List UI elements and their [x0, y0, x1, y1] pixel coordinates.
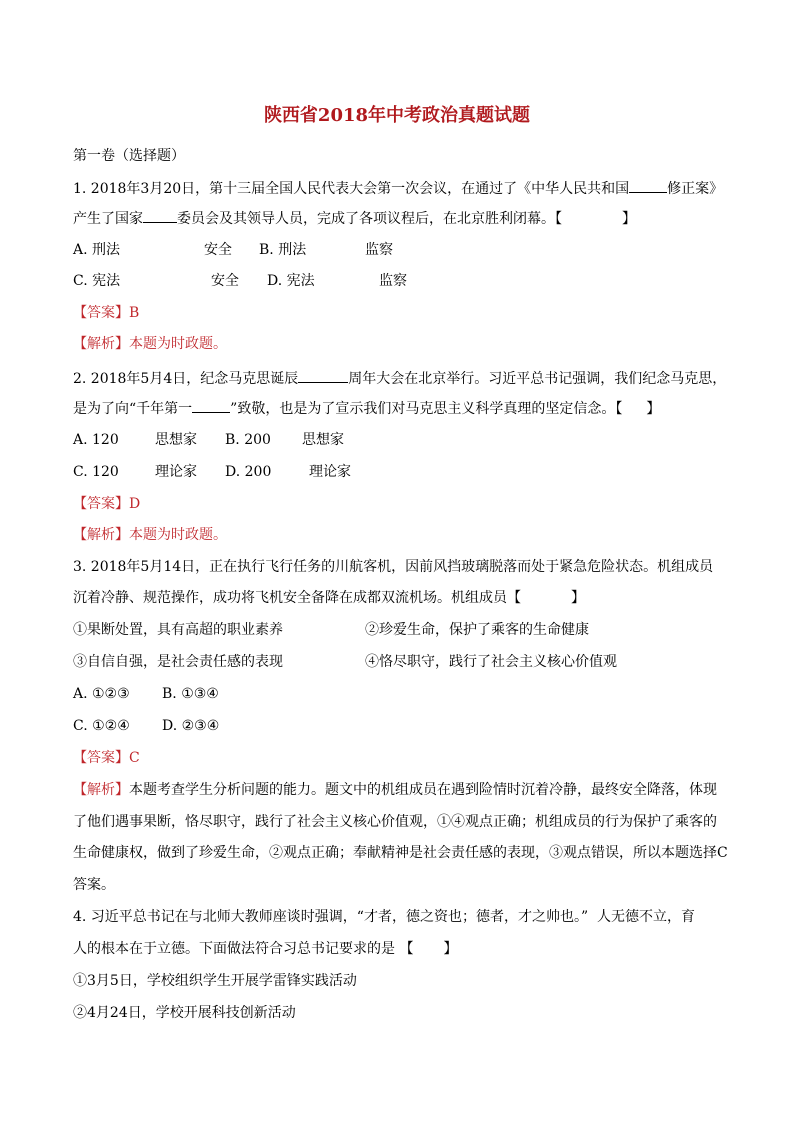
- q1-option-d-label: D. 宪法: [267, 273, 315, 289]
- q4-bracket-close: 】: [443, 941, 458, 957]
- answer-value: B: [129, 305, 140, 321]
- q3-statement-4: ④恪尽职守，践行了社会主义核心价值观: [365, 654, 617, 670]
- question-1-line-1: [73, 178, 723, 199]
- q2-bracket-close: 】: [646, 401, 661, 417]
- answer-value: D: [129, 496, 141, 512]
- q2-option-a-value: 思想家: [155, 432, 197, 448]
- q3-text-a: 沉着冷静、规范操作，成功将飞机安全备降在成都双流机场。机组成员【: [73, 590, 521, 606]
- q4-statement-1: ①3月5日，学校组织学生开展学雷锋实践活动: [73, 973, 357, 989]
- q2-option-d-label: D. 200: [225, 464, 272, 480]
- q3-option-c: C. ①②④: [73, 718, 130, 734]
- q1-option-a-value: 安全: [204, 242, 232, 258]
- section-heading: 第一卷（选择题）: [73, 148, 185, 164]
- q3-analysis-line-4: 答案。: [73, 877, 115, 893]
- question-2-line-1: [73, 368, 726, 389]
- q2-option-b-label: B. 200: [225, 432, 271, 448]
- q1-option-b-label: B. 刑法: [259, 242, 307, 258]
- q1-option-b-value: 监察: [365, 242, 393, 258]
- q3-bracket-close: 】: [571, 590, 585, 606]
- answer-tag: 【答案】: [73, 496, 129, 512]
- q2-text-b: 周年大会在北京举行。习近平总书记强调，我们纪念马克思，: [348, 371, 727, 387]
- question-4-line-2: [73, 939, 457, 959]
- analysis-text: 本题为时政题。: [129, 336, 227, 352]
- q2-analysis: [73, 525, 227, 545]
- question-3-line-1: 3. 2018年5月14日，正在执行飞行任务的川航客机，因前风挡玻璃脱落而处于紧急危险状态。机组成员: [73, 559, 714, 575]
- analysis-tag: 【解析】: [73, 336, 129, 352]
- q4-statement-2: ②4月24日，学校开展科技创新活动: [73, 1005, 296, 1021]
- q2-text-d: ”致敬，也是为了宣示我们对马克思主义科学真理的坚定信念。【: [230, 401, 623, 417]
- analysis-tag: 【解析】: [73, 527, 129, 543]
- q1-option-c-label: C. 宪法: [73, 273, 121, 289]
- q1-analysis: [73, 334, 227, 354]
- q4-text-a: 人的根本在于立德。下面做法符合习总书记要求的是 【: [73, 941, 414, 957]
- q2-option-c-label: C. 120: [73, 464, 119, 480]
- q3-statement-1: ①果断处置，具有高超的职业素养: [73, 622, 283, 638]
- q1-answer: [73, 303, 139, 323]
- question-4-line-1: 4. 习近平总书记在与北师大教师座谈时强调，“才者，德之资也；德者，才之帅也。” 人无德不立，育: [73, 909, 696, 925]
- q3-analysis-line-3: 生命健康权，做到了珍爱生命，②观点正确；奉献精神是社会责任感的表现，③观点错误，所以本题选择C: [73, 845, 728, 861]
- answer-tag: 【答案】: [73, 750, 129, 766]
- q3-analysis-line-2: 了他们遇事果断，恪尽职守，践行了社会主义核心价值观，①④观点正确；机组成员的行为保护了乘客的: [73, 814, 717, 830]
- question-1-line-2: [73, 208, 636, 229]
- analysis-text: 本题考查学生分析问题的能力。题文中的机组成员在遇到险情时沉着冷静，最终安全降落，体现: [129, 782, 717, 798]
- question-3-line-2: [73, 588, 585, 608]
- q1-text-d: 委员会及其领导人员，完成了各项议程后，在北京胜利闭幕。【: [177, 211, 562, 227]
- q1-blank-2: [143, 208, 177, 223]
- analysis-tag: 【解析】: [73, 782, 129, 798]
- q1-text-c: 产生了国家: [73, 211, 143, 227]
- q1-text-a: 1. 2018年3月20日，第十三届全国人民代表大会第一次会议，在通过了《中华人民共和国: [73, 181, 630, 197]
- q3-analysis-line-1: [73, 780, 717, 800]
- q2-text-a: 2. 2018年5月4日，纪念马克思诞辰: [73, 371, 299, 387]
- q1-text-b: 修正案》: [667, 181, 724, 197]
- q1-option-a-label: A. 刑法: [73, 242, 121, 258]
- q3-option-a: A. ①②③: [73, 686, 130, 702]
- q2-blank-1: [298, 368, 348, 383]
- q3-option-b: B. ①③④: [162, 686, 219, 702]
- q3-statement-2: ②珍爱生命，保护了乘客的生命健康: [365, 622, 589, 638]
- answer-value: C: [129, 750, 140, 766]
- q2-text-c: 是为了向“千年第一: [73, 401, 193, 417]
- analysis-text: 本题为时政题。: [129, 527, 227, 543]
- question-2-line-2: [73, 398, 660, 419]
- q1-bracket-close: 】: [622, 211, 636, 227]
- q2-option-a-label: A. 120: [73, 432, 119, 448]
- q1-blank-1: [629, 178, 667, 193]
- page-title: 陕西省2018年中考政治真题试题: [263, 105, 531, 126]
- q2-option-c-value: 理论家: [155, 464, 197, 480]
- answer-tag: 【答案】: [73, 305, 129, 321]
- q2-option-b-value: 思想家: [302, 432, 344, 448]
- q1-option-d-value: 监察: [379, 273, 407, 289]
- q3-option-d: D. ②③④: [162, 718, 220, 734]
- q3-statement-3: ③自信自强，是社会责任感的表现: [73, 654, 283, 670]
- q1-option-c-value: 安全: [211, 273, 239, 289]
- q2-blank-2: [192, 398, 230, 413]
- q2-option-d-value: 理论家: [309, 464, 351, 480]
- q3-answer: [73, 748, 140, 768]
- q2-answer: [73, 494, 140, 514]
